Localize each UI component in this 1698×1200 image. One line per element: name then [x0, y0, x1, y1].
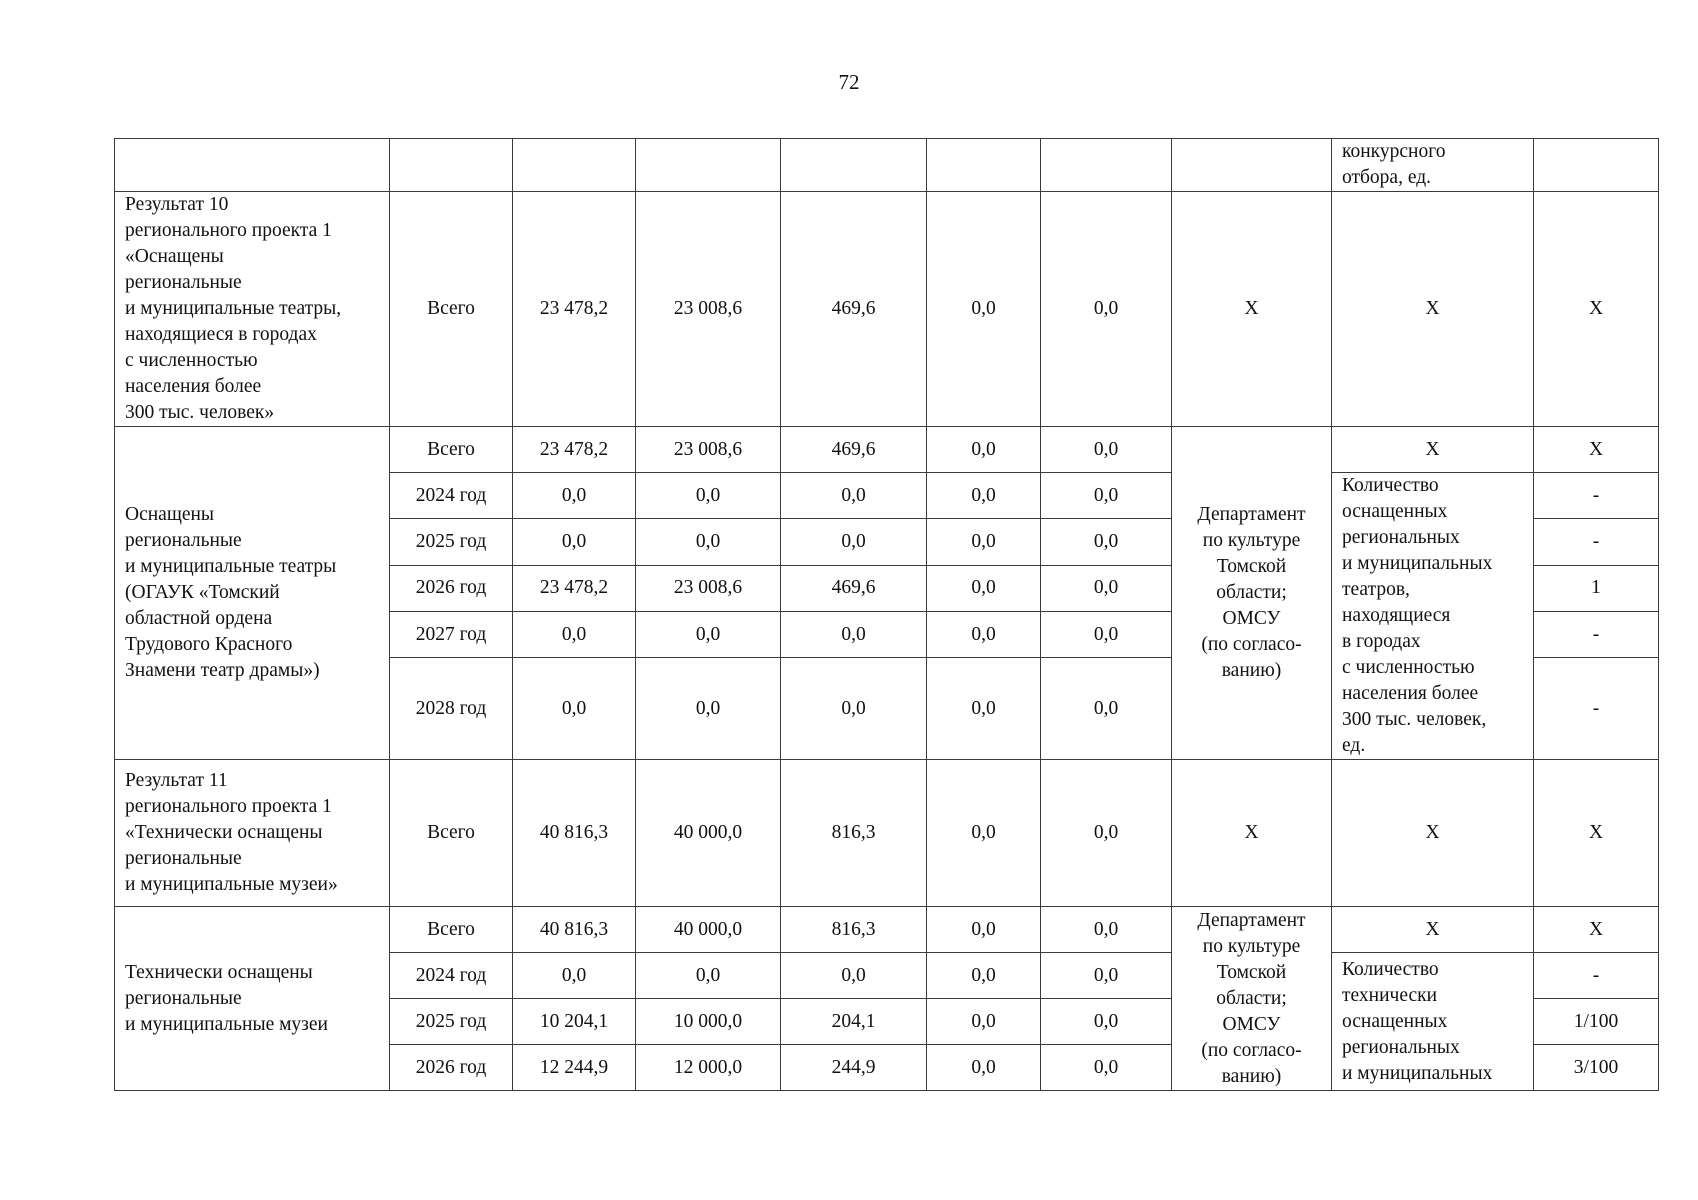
other-cell: 0,0: [1041, 519, 1172, 565]
federal-cell: 40 000,0: [636, 907, 781, 953]
federal-cell: 10 000,0: [636, 999, 781, 1045]
table-row: [115, 427, 1659, 473]
total-cell: 10 204,1: [513, 999, 636, 1045]
table-row-result-10: [115, 192, 1659, 427]
result-name: Результат 10 регионального проекта 1 «Оснащены региональные и муниципальные театры, находящиеся в городах с численностью населения более 300 тыс. человек»: [115, 192, 390, 427]
value-cell: Х: [1534, 760, 1659, 907]
other-cell: 0,0: [1041, 427, 1172, 473]
regional-cell: 0,0: [781, 953, 927, 999]
cell-empty: [636, 139, 781, 192]
federal-cell: 0,0: [636, 519, 781, 565]
cell-empty: [1041, 139, 1172, 192]
period-cell: 2026 год: [390, 1045, 513, 1091]
total-cell: 0,0: [513, 519, 636, 565]
period-cell: 2027 год: [390, 611, 513, 657]
federal-cell: 40 000,0: [636, 760, 781, 907]
cell-empty: [115, 139, 390, 192]
indicator-cell: Количество оснащенных региональных и муниципальных театров, находящиеся в городах с численностью населения более 300 тыс. человек, ед.: [1332, 473, 1534, 760]
federal-cell: 12 000,0: [636, 1045, 781, 1091]
budget-table: [114, 138, 1659, 1091]
period-cell: 2024 год: [390, 473, 513, 519]
total-cell: 0,0: [513, 473, 636, 519]
other-cell: 0,0: [1041, 1045, 1172, 1091]
value-cell: Х: [1534, 192, 1659, 427]
federal-cell: 23 008,6: [636, 565, 781, 611]
other-cell: 0,0: [1041, 658, 1172, 760]
cell-empty: [927, 139, 1041, 192]
cell-empty: [1172, 139, 1332, 192]
value-cell: 1/100: [1534, 999, 1659, 1045]
local-cell: 0,0: [927, 473, 1041, 519]
other-cell: 0,0: [1041, 192, 1172, 427]
total-cell: 12 244,9: [513, 1045, 636, 1091]
indicator-cell: Х: [1332, 760, 1534, 907]
other-cell: 0,0: [1041, 760, 1172, 907]
total-cell: 23 478,2: [513, 427, 636, 473]
executor-cell: Департамент по культуре Томской области; ОМСУ (по согласо- ванию): [1172, 907, 1332, 1091]
indicator-cell: конкурсного отбора, ед.: [1332, 139, 1534, 192]
continuation-row: [115, 139, 1659, 192]
other-cell: 0,0: [1041, 999, 1172, 1045]
indicator-cell: Х: [1332, 427, 1534, 473]
value-cell: -: [1534, 519, 1659, 565]
page-number: 72: [838, 70, 860, 94]
period-cell: 2026 год: [390, 565, 513, 611]
federal-cell: 0,0: [636, 953, 781, 999]
federal-cell: 0,0: [636, 611, 781, 657]
indicator-cell: Количество технически оснащенных региональных и муниципальных: [1332, 953, 1534, 1091]
total-cell: 40 816,3: [513, 907, 636, 953]
cell-empty: [1534, 139, 1659, 192]
total-cell: 0,0: [513, 658, 636, 760]
regional-cell: 816,3: [781, 760, 927, 907]
executor-cell: Х: [1172, 760, 1332, 907]
executor-cell: Департамент по культуре Томской области; ОМСУ (по согласо- ванию): [1172, 427, 1332, 760]
value-cell: 1: [1534, 565, 1659, 611]
local-cell: 0,0: [927, 192, 1041, 427]
total-cell: 0,0: [513, 611, 636, 657]
period-cell: Всего: [390, 907, 513, 953]
regional-cell: 469,6: [781, 192, 927, 427]
federal-cell: 23 008,6: [636, 192, 781, 427]
value-cell: -: [1534, 658, 1659, 760]
regional-cell: 0,0: [781, 611, 927, 657]
indicator-cell: Х: [1332, 907, 1534, 953]
local-cell: 0,0: [927, 427, 1041, 473]
federal-cell: 0,0: [636, 658, 781, 760]
cell-empty: [781, 139, 927, 192]
value-cell: -: [1534, 953, 1659, 999]
local-cell: 0,0: [927, 953, 1041, 999]
regional-cell: 469,6: [781, 427, 927, 473]
other-cell: 0,0: [1041, 473, 1172, 519]
period-cell: 2025 год: [390, 999, 513, 1045]
indicator-cell: Х: [1332, 192, 1534, 427]
total-cell: 40 816,3: [513, 760, 636, 907]
local-cell: 0,0: [927, 907, 1041, 953]
other-cell: 0,0: [1041, 907, 1172, 953]
total-cell: 23 478,2: [513, 565, 636, 611]
total-cell: 0,0: [513, 953, 636, 999]
table-row: [115, 907, 1659, 953]
regional-cell: 816,3: [781, 907, 927, 953]
value-cell: Х: [1534, 427, 1659, 473]
executor-cell: Х: [1172, 192, 1332, 427]
other-cell: 0,0: [1041, 565, 1172, 611]
local-cell: 0,0: [927, 760, 1041, 907]
other-cell: 0,0: [1041, 611, 1172, 657]
local-cell: 0,0: [927, 519, 1041, 565]
local-cell: 0,0: [927, 999, 1041, 1045]
period-cell: Всего: [390, 192, 513, 427]
value-cell: -: [1534, 611, 1659, 657]
period-cell: Всего: [390, 427, 513, 473]
federal-cell: 0,0: [636, 473, 781, 519]
period-cell: 2025 год: [390, 519, 513, 565]
total-cell: 23 478,2: [513, 192, 636, 427]
regional-cell: 0,0: [781, 658, 927, 760]
federal-cell: 23 008,6: [636, 427, 781, 473]
period-cell: 2024 год: [390, 953, 513, 999]
cell-empty: [513, 139, 636, 192]
local-cell: 0,0: [927, 611, 1041, 657]
regional-cell: 0,0: [781, 519, 927, 565]
cell-empty: [390, 139, 513, 192]
value-cell: 3/100: [1534, 1045, 1659, 1091]
regional-cell: 244,9: [781, 1045, 927, 1091]
other-cell: 0,0: [1041, 953, 1172, 999]
value-cell: Х: [1534, 907, 1659, 953]
regional-cell: 469,6: [781, 565, 927, 611]
period-cell: 2028 год: [390, 658, 513, 760]
local-cell: 0,0: [927, 565, 1041, 611]
value-cell: -: [1534, 473, 1659, 519]
table-row-result-11: [115, 760, 1659, 907]
regional-cell: 204,1: [781, 999, 927, 1045]
local-cell: 0,0: [927, 658, 1041, 760]
result-name: Результат 11 регионального проекта 1 «Технически оснащены региональные и муниципальные музеи»: [115, 760, 390, 907]
regional-cell: 0,0: [781, 473, 927, 519]
local-cell: 0,0: [927, 1045, 1041, 1091]
period-cell: Всего: [390, 760, 513, 907]
activity-name: Технически оснащены региональные и муниципальные музеи: [115, 907, 390, 1091]
activity-name: Оснащены региональные и муниципальные театры (ОГАУК «Томский областной ордена Трудового Красного Знамени театр драмы»): [115, 427, 390, 760]
